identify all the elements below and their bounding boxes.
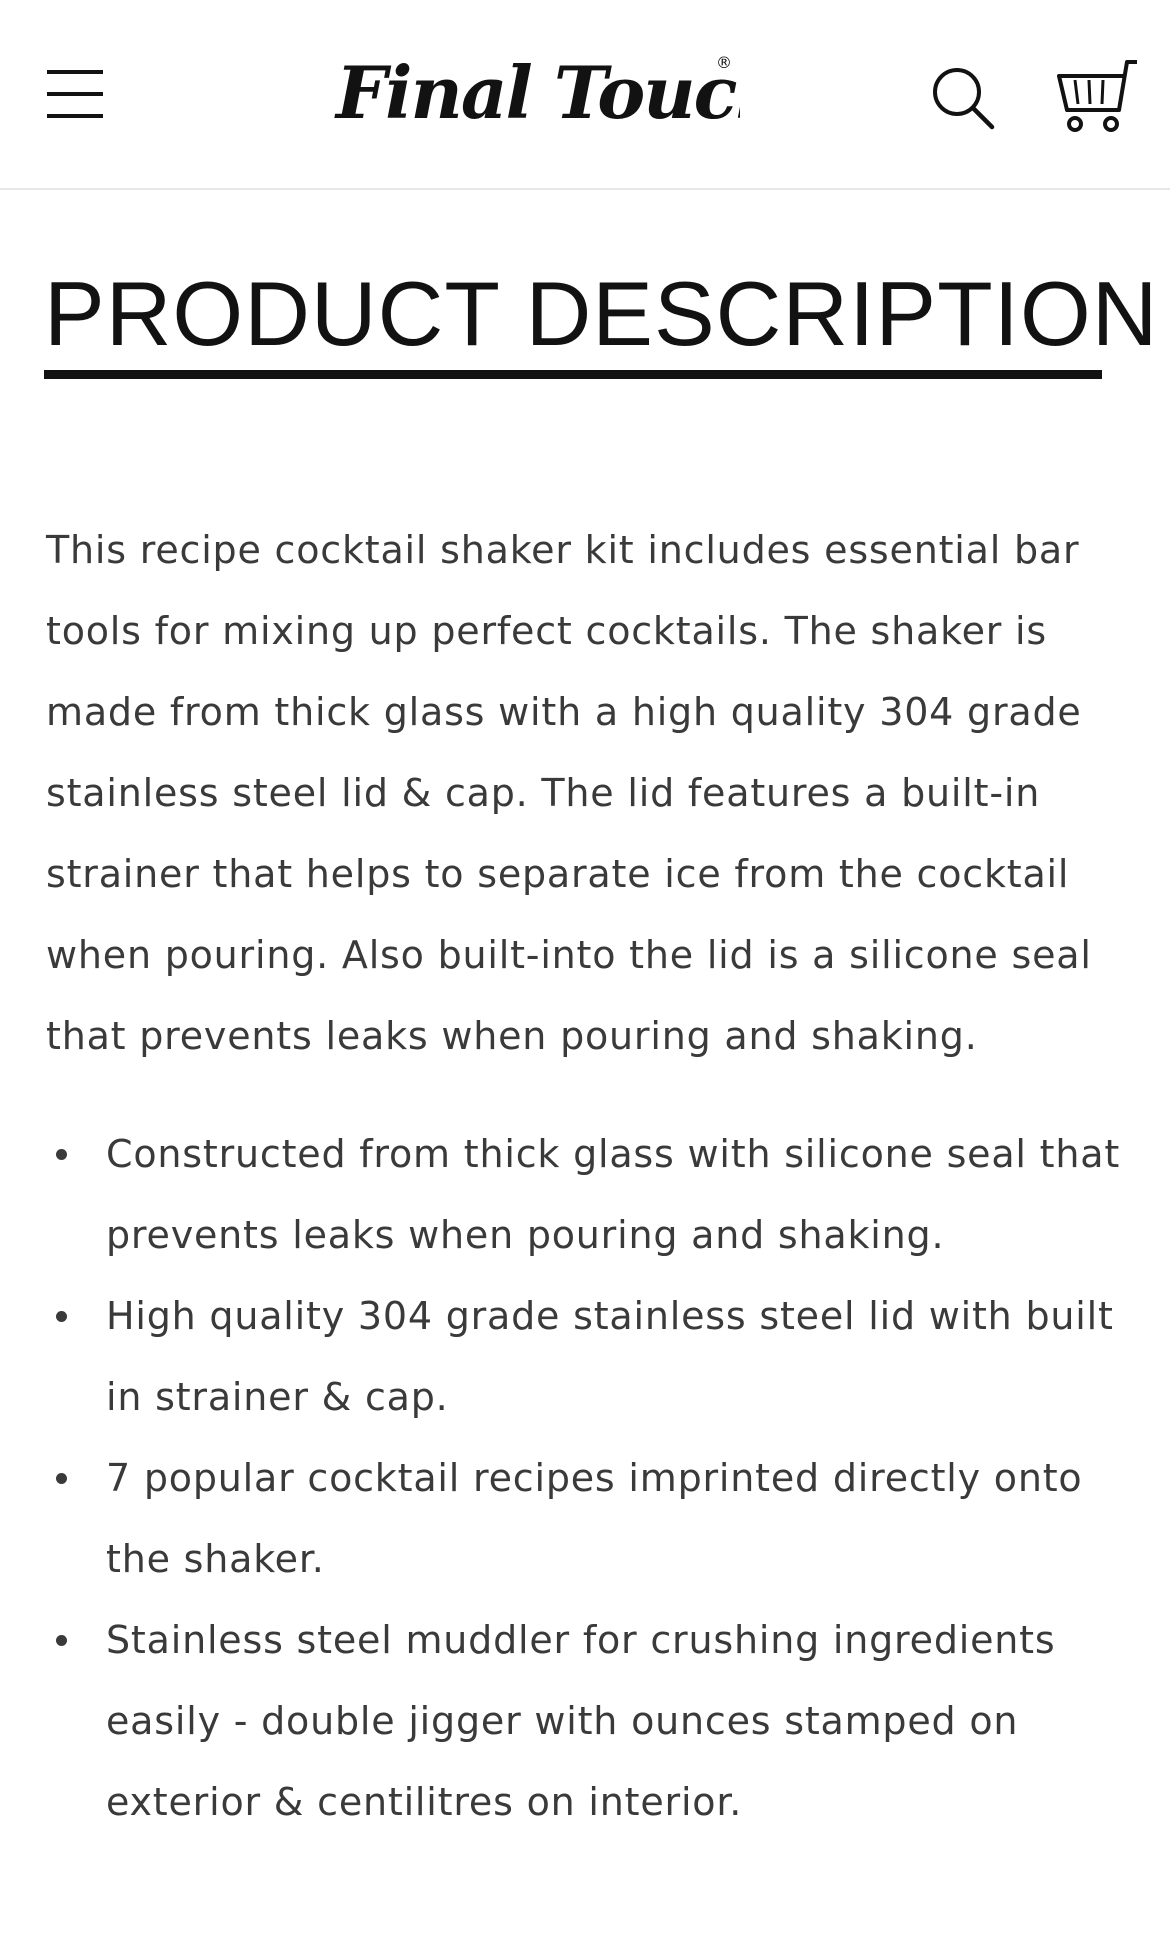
- section-title: PRODUCT DESCRIPTION: [44, 264, 1159, 365]
- list-item: [46, 1438, 1126, 1600]
- feature-text: 7 popular cocktail recipes imprinted directly onto the shaker.: [106, 1456, 1083, 1581]
- list-item: [46, 1600, 1126, 1843]
- bullet-icon: [56, 1311, 67, 1322]
- feature-text: Constructed from thick glass with silicone seal that prevents leaks when pouring and shaking.: [106, 1132, 1121, 1257]
- cart-button[interactable]: [1045, 50, 1145, 140]
- cart-icon: [1045, 50, 1145, 140]
- site-header: [0, 0, 1170, 190]
- svg-text:Final Touch: Final Touc: [336, 50, 736, 135]
- hamburger-menu-icon: [30, 50, 120, 140]
- title-underline: [44, 370, 1102, 379]
- bullet-icon: [56, 1149, 67, 1160]
- feature-text: Stainless steel muddler for crushing ingredients easily - double jigger with ounces stamped on exterior & centilitres on interior.: [106, 1618, 1056, 1824]
- list-item: [46, 1114, 1126, 1276]
- menu-button[interactable]: [30, 50, 120, 140]
- final-touch-logo[interactable]: [330, 42, 740, 147]
- search-button[interactable]: [920, 55, 1010, 145]
- bullet-icon: [56, 1473, 67, 1484]
- feature-text: High quality 304 grade stainless steel lid with built in strainer & cap.: [106, 1294, 1114, 1419]
- logo-wordmark: [330, 42, 740, 147]
- registered-mark: ®: [716, 53, 732, 72]
- search-icon: [920, 55, 1010, 145]
- feature-list: [46, 1114, 1126, 1843]
- list-item: [46, 1276, 1126, 1438]
- bullet-icon: [56, 1635, 67, 1646]
- product-description: This recipe cocktail shaker kit includes essential bar tools for mixing up perfect cocktails. The shaker is made from thick glass with a high quality 304 grade stainless steel lid & cap. The lid features a built-in strainer that helps to separate ice from the cocktail when pouring. Also built-into the lid is a silicone seal that prevents leaks when pouring and shaking.: [46, 528, 1092, 1058]
